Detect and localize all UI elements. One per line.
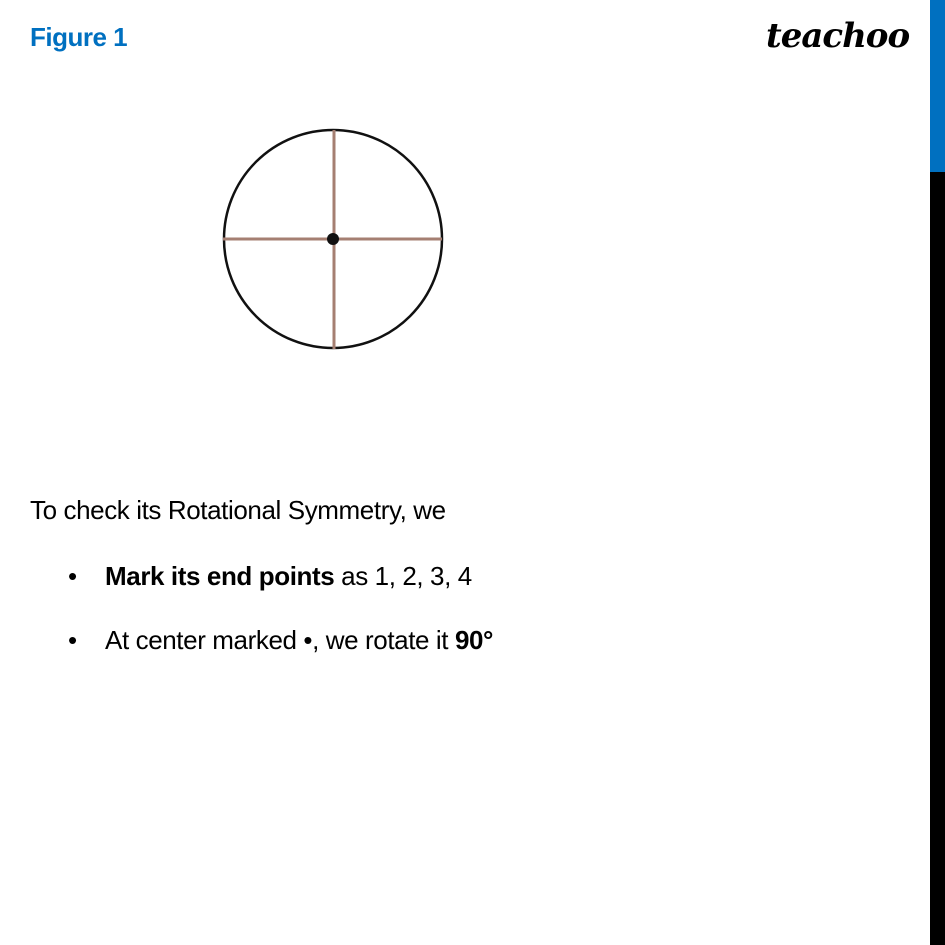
teachoo-logo: teachoo bbox=[766, 16, 910, 56]
figure-title: Figure 1 bbox=[30, 22, 128, 52]
bullet-bold: Mark its end points bbox=[105, 561, 335, 591]
center-point bbox=[327, 233, 339, 245]
bullet-text: as 1, 2, 3, 4 bbox=[334, 561, 472, 591]
bullet-bold: 90° bbox=[454, 625, 494, 655]
bullet-item bbox=[68, 561, 472, 592]
bullet-dot: • bbox=[68, 625, 77, 655]
intro-text: To check its Rotational Symmetry, we bbox=[30, 495, 446, 525]
bullet-text: At center marked •, we rotate it bbox=[105, 625, 455, 655]
bullet-dot: • bbox=[68, 561, 77, 591]
bullet-item bbox=[68, 625, 493, 656]
